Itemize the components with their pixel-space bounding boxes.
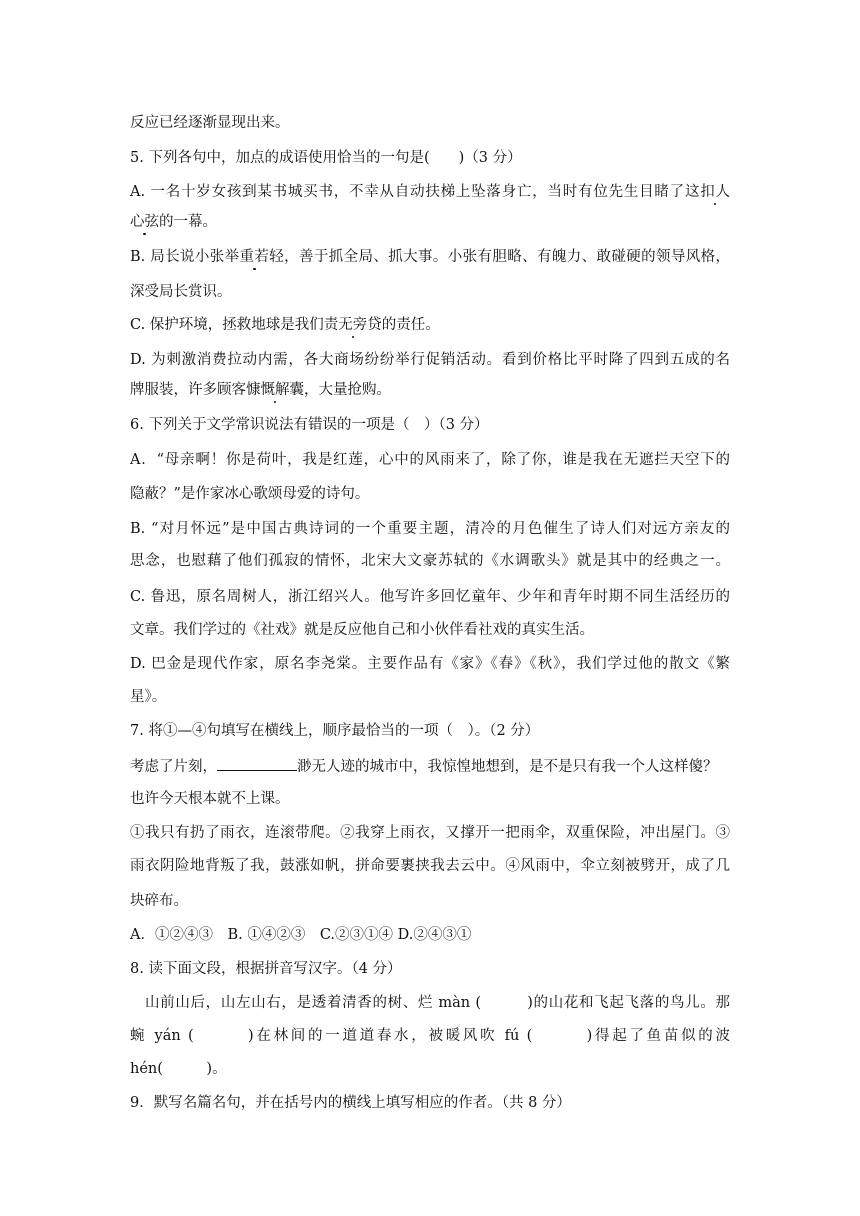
question-8-title: 8. 读下面文段，根据拼音写汉字。（4 分） bbox=[130, 961, 402, 977]
question-8-passage-cont: 蜿 yán ( )在林间的一道道春水，被暖风吹 fú ( )得起了鱼苗似的波 bbox=[130, 1028, 730, 1044]
question-5-option-a bbox=[130, 182, 730, 202]
question-6-option-c: C. 鲁迅，原名周树人，浙江绍兴人。他写许多回忆童年、少年和青年时期不同生活经历的 bbox=[130, 589, 730, 605]
question-7-title: 7. 将①—④句填写在横线上，顺序最恰当的一项（ ）。（2 分） bbox=[130, 723, 540, 739]
question-7-stem-cont: 也许今天根本就不上课。 bbox=[130, 791, 290, 807]
question-7-sentences: ①我只有扔了雨衣，连滚带爬。②我穿上雨衣，又撑开一把雨伞，双重保险，冲出屋门。③ bbox=[130, 825, 730, 841]
question-6-option-c-cont: 文章。我们学过的《社戏》就是反应他自己和小伙伴看社戏的真实生活。 bbox=[130, 622, 594, 638]
question-7-stem bbox=[130, 756, 730, 777]
question-6-option-a-cont: 隐蔽？”是作家冰心歌颂母爱的诗句。 bbox=[130, 486, 370, 502]
question-6-option-d: D. 巴金是现代作家，原名李尧棠。主要作品有《家》《春》《秋》，我们学过他的散文《繁 bbox=[130, 656, 730, 672]
question-8-passage-end: hén( )。 bbox=[130, 1061, 227, 1077]
question-6-option-d-cont: 星》。 bbox=[130, 689, 167, 705]
dotted-idiom: 慷慨解囊 bbox=[246, 382, 304, 398]
question-5-option-b bbox=[130, 247, 730, 267]
question-5-option-d-cont bbox=[130, 380, 730, 400]
dotted-idiom: 心弦 bbox=[130, 214, 159, 230]
dotted-idiom: 扣人 bbox=[700, 184, 731, 200]
option-text: 的责任。 bbox=[381, 317, 440, 333]
question-5-option-a-cont bbox=[130, 212, 730, 232]
option-text: C. 保护环境，拯救地球是我们 bbox=[130, 317, 324, 333]
question-7-sentences-end: 块碎布。 bbox=[130, 893, 188, 909]
option-text: 的一幕。 bbox=[159, 214, 217, 230]
option-text: ，大量抢购。 bbox=[304, 382, 391, 398]
dotted-idiom: 责无旁贷 bbox=[323, 317, 382, 333]
question-5-title: 5. 下列各句中，加点的成语使用恰当的一句是( )（3 分） bbox=[130, 150, 522, 166]
dotted-idiom: 举重若轻 bbox=[224, 249, 285, 265]
option-text: 牌服装，许多顾客 bbox=[130, 382, 246, 398]
stem-text: 考虑了片刻， bbox=[130, 759, 217, 775]
option-text: A. 一名十岁女孩到某书城买书，不幸从自动扶梯上坠落身亡，当时有位先生目睹了这 bbox=[130, 184, 701, 200]
question-6-option-b: B. “对月怀远”是中国古典诗词的一个重要主题，清冷的月色催生了诗人们对远方亲友的 bbox=[130, 521, 730, 537]
question-7-sentences-cont: 雨衣阴险地背叛了我，鼓涨如帆，拼命要裹挟我去云中。④风雨中，伞立刻被劈开，成了几 bbox=[130, 858, 730, 874]
question-6-option-b-cont: 思念，也慰藉了他们孤寂的情怀，北宋大文豪苏轼的《水调歌头》就是其中的经典之一。 bbox=[130, 553, 730, 569]
question-6-title: 6. 下列关于文学常识说法有错误的一项是（ ）（3 分） bbox=[130, 417, 489, 433]
stem-text: 渺无人迹的城市中，我惊惶地想到，是不是只有我一个人这样傻？ bbox=[297, 759, 718, 775]
option-text: B. 局长说小张 bbox=[130, 249, 225, 265]
question-8-passage: 山前山后，山左山右，是透着清香的树、烂 màn ( )的山花和飞起飞落的鸟儿。那 bbox=[145, 995, 730, 1011]
question-5-option-d: D. 为刺激消费拉动内需，各大商场纷纷举行促销活动。看到价格比平时降了四到五成的名 bbox=[130, 352, 730, 368]
question-6-option-a: A．“母亲啊！你是荷叶，我是红莲，心中的风雨来了，除了你，谁是我在无遮拦天空下的 bbox=[130, 452, 730, 468]
question-9-title: 9．默写名篇名句，并在括号内的横线上填写相应的作者。（共 8 分） bbox=[130, 1095, 571, 1111]
question-5-option-c bbox=[130, 315, 730, 335]
text-line: 反应已经逐渐显现出来。 bbox=[130, 115, 290, 131]
answer-blank[interactable] bbox=[217, 756, 297, 771]
question-5-option-b-cont: 深受局长赏识。 bbox=[130, 284, 232, 300]
question-7-options: A．①②④③ B. ①④②③ C.②③①④ D.②④③① bbox=[130, 927, 472, 943]
option-text: ，善于抓全局、抓大事。小张有胆略、有魄力、敢碰硬的领导风格， bbox=[284, 249, 730, 265]
